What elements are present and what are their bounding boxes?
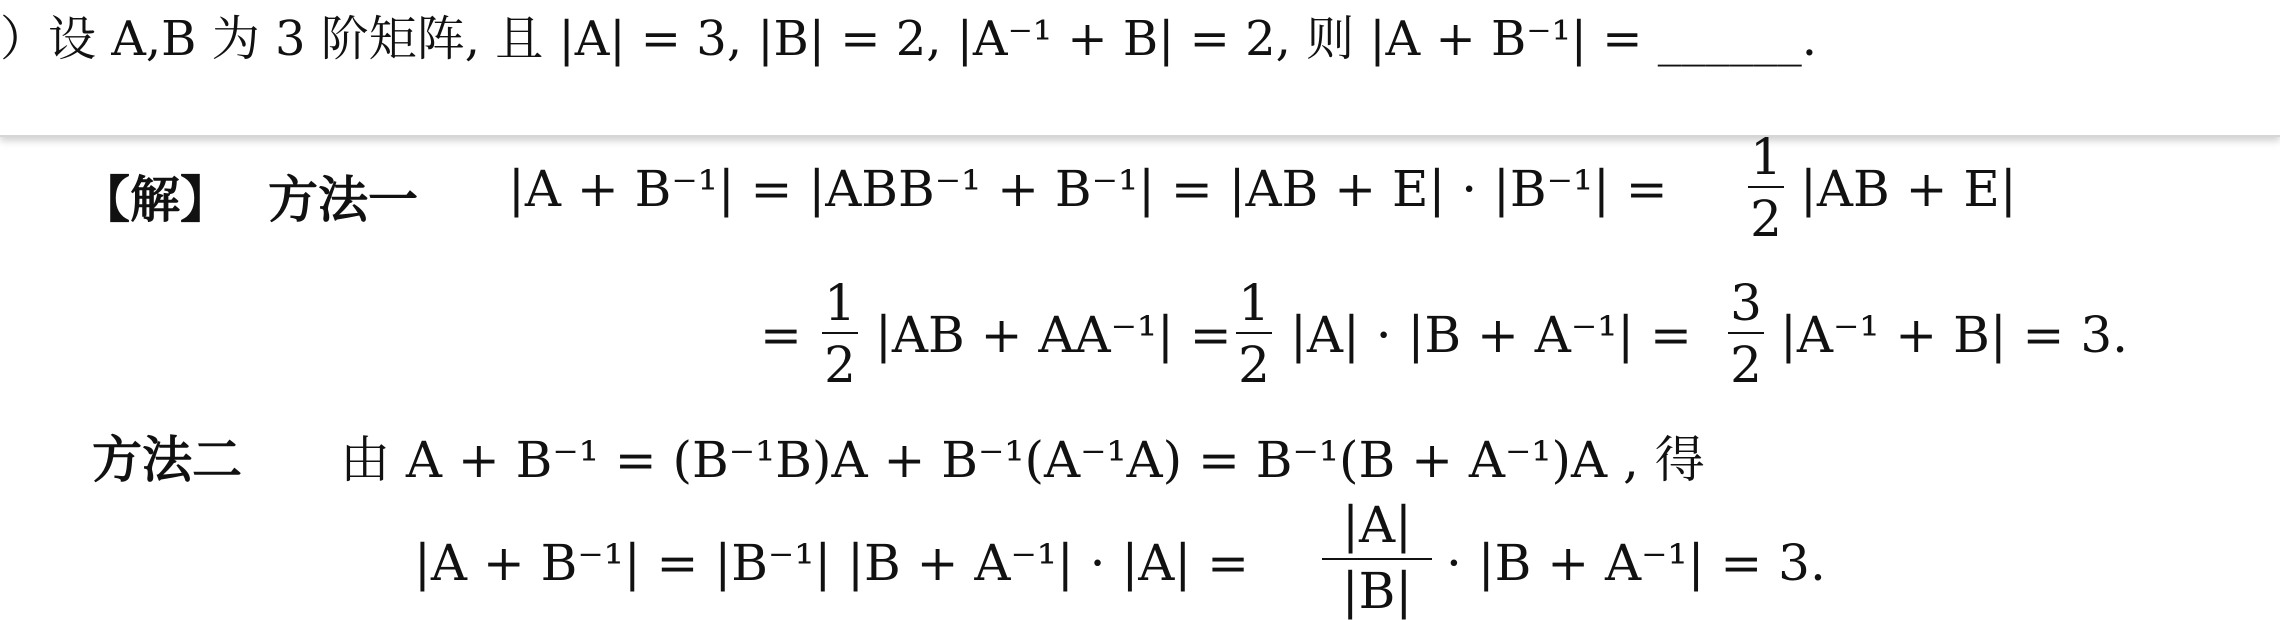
- fraction-denominator: 2: [1750, 190, 1782, 248]
- fraction-numerator: 1: [824, 274, 856, 332]
- fraction-numerator: |A|: [1342, 496, 1412, 554]
- method-one-line2-part-b: |A| · |B + A⁻¹| =: [1290, 306, 1692, 364]
- method-one-title: 方法一: [268, 171, 418, 229]
- fraction-denominator: |B|: [1341, 562, 1413, 620]
- method-one-line1-lhs: |A + B⁻¹| = |ABB⁻¹ + B⁻¹| = |AB + E| · |B⁻¹| =: [508, 160, 1668, 218]
- method-one-line2-part-a: |AB + AA⁻¹| =: [875, 306, 1232, 364]
- method-one-line1-rhs: |AB + E|: [1800, 160, 2017, 218]
- fraction-bar: [1728, 332, 1764, 334]
- method-one-line2-part-c: |A⁻¹ + B| = 3.: [1780, 306, 2129, 364]
- question-body: ）设 A,B 为 3 阶矩阵, 且 |A| = 3, |B| = 2, |A⁻¹ + B| = 2, 则 |A + B⁻¹| = ______.: [0, 11, 1817, 67]
- fraction-bar: [1748, 186, 1784, 188]
- fraction-one-half-2: [822, 274, 858, 394]
- fraction-bar: [1236, 332, 1272, 334]
- fraction-bar: [1322, 558, 1432, 560]
- fraction-bar: [822, 332, 858, 334]
- fraction-three-halves: [1728, 274, 1764, 394]
- fraction-one-half-3: [1236, 274, 1272, 394]
- fraction-denominator: 2: [1730, 336, 1762, 394]
- fraction-numerator: 1: [1750, 128, 1782, 186]
- question-text: [0, 0, 1817, 78]
- fraction-one-half-1: [1748, 128, 1784, 248]
- method-two-line2-lhs: |A + B⁻¹| = |B⁻¹| |B + A⁻¹| · |A| =: [414, 534, 1250, 592]
- fraction-numerator: 1: [1238, 274, 1270, 332]
- method-two-line1: 由 A + B⁻¹ = (B⁻¹B)A + B⁻¹(A⁻¹A) = B⁻¹(B + A⁻¹)A , 得: [340, 431, 1705, 489]
- fraction-denominator: 2: [1238, 336, 1270, 394]
- question-strip: [0, 0, 2280, 137]
- solution-label: 【解】: [80, 171, 230, 229]
- method-two-line2-rhs: · |B + A⁻¹| = 3.: [1446, 534, 1826, 592]
- fraction-numerator: 3: [1730, 274, 1762, 332]
- fraction-a-over-b: [1322, 496, 1432, 620]
- method-one-line2-equals: =: [760, 306, 802, 364]
- method-two-title: 方法二: [92, 431, 242, 489]
- fraction-denominator: 2: [824, 336, 856, 394]
